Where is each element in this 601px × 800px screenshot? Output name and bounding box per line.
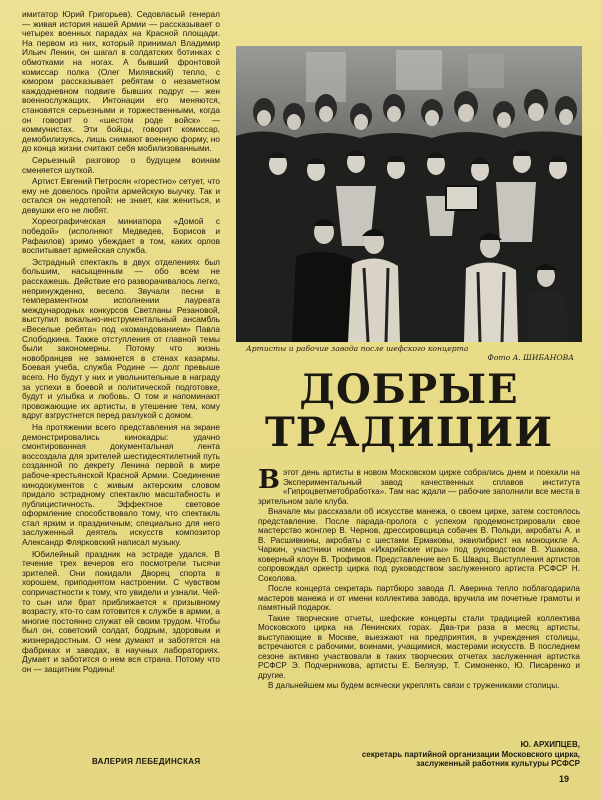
right-paragraph: Вначале мы рассказали об искусстве манежа, о своем цирке, затем состоялось представление. После парада-пролога с успехом продемонстрировали свое мастерство жонглер В. Чернов, дрессировщица собачек В. Польди, акробаты А. и В. Расшивкины, акробаты с шестами Ермаковы, эквилибрист на моноцикле А. Чаркин, участники номера «Икарийские игры» под руководством В. Ушакова, коверный клоун В. Трофимов. Представление вел Б. Шварц. Выступления артистов сопровождал оркестр цирка под руководством заслуженного артиста РСФСР Н. Соколова. [258,507,580,583]
signature-title-1: секретарь партийной организации Московского цирка, [361,749,580,759]
group-photo [236,46,582,342]
signature-title-2: заслуженный работник культуры РСФСР [416,759,580,768]
group-photo-illustration [236,46,582,342]
left-author-signature: ВАЛЕРИЯ ЛЕБЕДИНСКАЯ [92,757,201,766]
right-paragraph: В дальнейшем мы будем всячески укреплять связи с тружениками столицы. [268,681,560,690]
left-paragraph: Хореографическая миниатюра «Домой с победой» (исполняют Медведев, Борисов и Рафаилов) зримо убеждает в том, каких орлов воспитывает армейская служба. [22,216,220,256]
photo-credit: Фото А. ШИБАНОВА [487,353,574,362]
photo-caption-text: Артисты и рабочие завода после шефского концерта [246,344,469,353]
article-headline [246,368,572,454]
page-number: 19 [559,774,570,784]
right-first-paragraph-text: этот день артисты в новом Московском цирке собрались днем и поехали на Экспериментальный завод качественных сплавов института «Гипроцветметобработка». Там нас ждали — рабочие заполнили все места в зрительном зале клуба. [258,468,580,506]
right-first-paragraph [258,468,580,506]
left-paragraph: Серьезный разговор о будущем воинам сменяется шуткой. [22,154,220,175]
right-author-signature [258,740,580,769]
signature-name: Ю. АРХИПЦЕВ, [520,740,580,749]
left-paragraph: Эстрадный спектакль в двух отделениях был большим, насыщенным — обо всем не расскажешь. Действие его разворачивалось легко, непринужденно, весело. Звучали песни в темпераментном исполнении лауреата международных конкурсов Светланы Резановой, выступил вокально-инструментальный ансамбль «Веселые ребята» под «командованием» Павла Слободкина. Также отступления от главной темы были закономерны. Потому что жизнь новобранцев не замкнется в стенах казармы. Боевая учеба, служба Родине — долг превыше всего. Но будут у них и увольнительные в награду за успехи в боевой и политической подготовке, будут и улыбка и любовь. О том и напоминают провожающие их артисты, в утешение тем, кому вдруг взгрустнется перед разлукой с домом. [22,256,220,421]
left-paragraph: Артист Евгений Петросян «горестно» сетует, что ему не довелось пройти армейскую выучку. Так и остался он недотепой: не знает, как жениться, и девушки его не любят. [22,176,220,215]
right-paragraph: Такие творческие отчеты, шефские концерты стали традицией коллектива Московского цирка на Ленинских горах. Два-три раза в месяц артисты, выступающие в Москве, выезжают на предприятия, в учреждения столицы, встречаются с рабочими, воинами, учащимися, мастерами искусств. В последнем сезоне активно участвовали в таких творческих отчетах заслуженная артистка РСФСР Э. Подчерникова, артисты Е. Беляуэр, Т. Симоненко, Ю. Писаренко и другие. [258,613,580,680]
left-article-column [22,10,220,770]
right-paragraph: После концерта секретарь партбюро завода Л. Аверина тепло поблагодарила мастеров манежа и от имени коллектива завода, вручила им почетные грамоты и памятный подарок. [258,584,580,612]
photo-caption [246,344,576,362]
headline-line-1: ДОБРЫЕ [299,366,519,413]
drop-cap: В [258,468,280,495]
headline-line-2: ТРАДИЦИИ [264,409,554,456]
left-paragraph: Юбилейный праздник на эстраде удался. В течение трех вечеров его посмотрели тысячи зрителей. Они покидали Дворец спорта в хорошем, приподнятом настроении. С чувством сопричастности к тому, что увидели и узнали. Чей-то сын или брат приближается к призывному возрасту, кто-то сам готовится к службе в армии, а многие постоянно служат ей своим трудом. Чтобы был он, советский солдат, бодрым, здоровым и жизнерадостным. О нем думают и заботятся на фабриках и заводах, в научных лабораториях. Думает и заботится о нем вся страна. Потому что он — защитник Родины! [22,548,220,674]
right-article-column [258,468,580,740]
left-paragraph: имитатор Юрий Григорьев). Седовласый генерал — живая история нашей Армии — рассказывает о четырех военных парадах на Красной площади. На первом из них, который принимал Владимир Ильич Ленин, он шагал в солдатских ботинках с обмотками на ногах. А бывший фронтовой комиссар полка (Олег Милявский) тепло, с юмором рассказывает ребятам о незаметном каждодневном подвиге бывших подруг — жен военнослужащих. Интонации его меняются, становятся серьезными и торжественными, когда он говорит о «шестом роде войск» — коммунистах. Эти бойцы, говорит комиссар, демобилизуясь, лишь снимают военную форму, но до конца жизни считают себя мобилизованными. [22,10,220,154]
left-paragraph: На протяжении всего представления на экране демонстрировались кинокадры: удачно смонтированная документальная лента воссоздала для зрителей шестидесятилетний путь созданной по декрету Ленина первой в мире рабоче-крестьянской Красной Армии. Соединение кинодокументов с живым актерским словом придало эстрадному спектаклю масштабность и публицистичность. Эффектное световое оформление способствовало тому, что спектакль стал ярким и праздничным; специально для него заслуженный деятель искусств композитор Александр Флярковский написал музыку. [22,421,220,548]
